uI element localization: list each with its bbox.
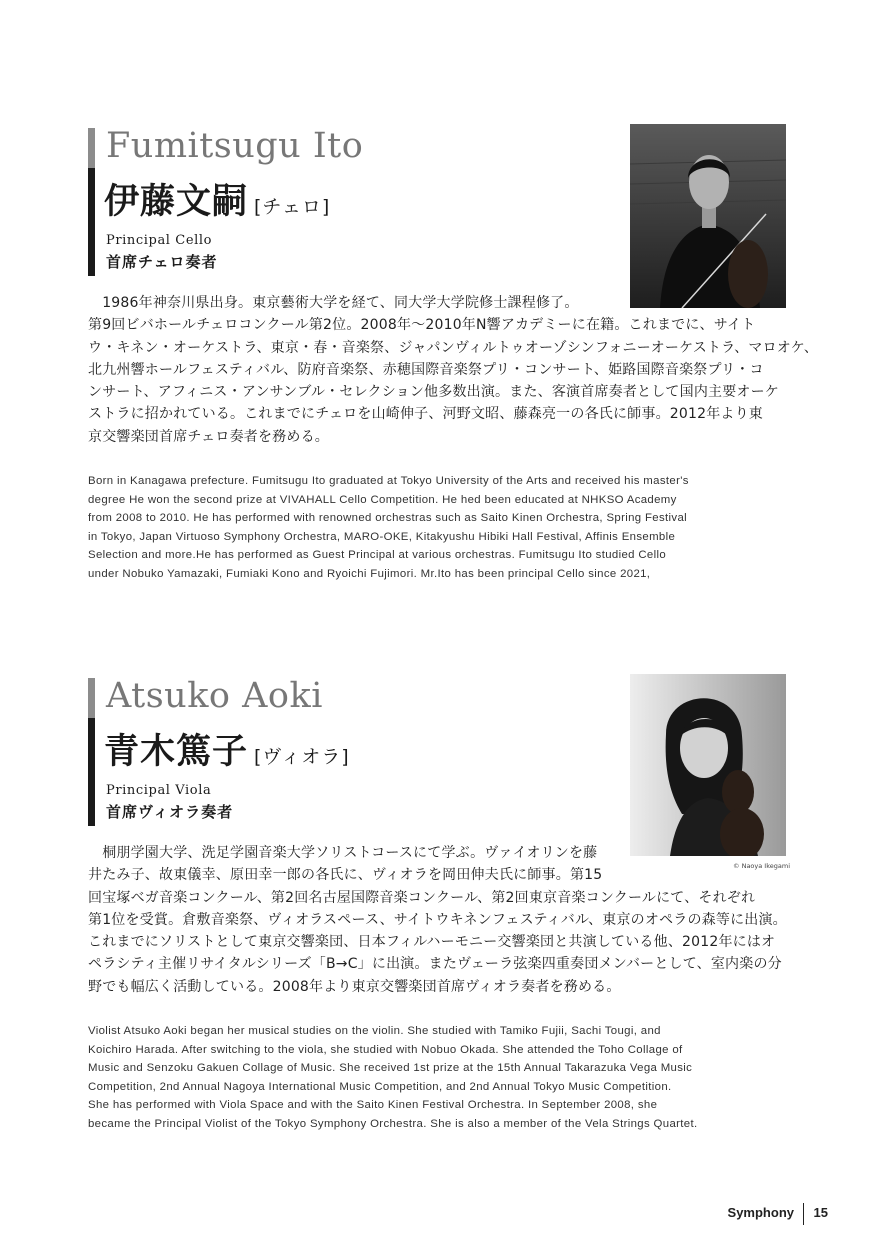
bio-en-line: from 2008 to 2010. He has performed with renowned orchestras such as Saito Kinen Orchestra, Spring Festival xyxy=(88,512,688,525)
profile-atsuko-aoki xyxy=(0,674,875,1144)
profile-fumitsugu-ito xyxy=(0,124,875,594)
bio-jp-line: ウ・キネン・オーケストラ、東京・春・音楽祭、ジャパンヴィルトゥオーゾシンフォニーオーケストラ、マロオケ、 xyxy=(88,339,819,356)
name-kanji: 青木篤子 xyxy=(104,732,249,772)
bio-jp-line: ストラに招かれている。これまでにチェロを山崎伸子、河野文昭、藤森亮一の各氏に師事。2012年より東 xyxy=(88,406,764,423)
position-japanese: 首席ヴィオラ奏者 xyxy=(106,803,234,821)
page-footer xyxy=(700,1203,840,1225)
bio-en-line: in Tokyo, Japan Virtuoso Symphony Orchestra, MARO-OKE, Kitakyushu Hibiki Hall Festival, Affinis Ensemble xyxy=(88,530,676,543)
heading-accent-bar xyxy=(88,128,95,276)
photo-credit: © Naoya Ikegami xyxy=(733,862,790,870)
bio-jp-line: 井たみ子、故東儀幸、原田幸一郎の各氏に、ヴィオラを岡田伸夫氏に師事。第15 xyxy=(88,867,603,884)
heading-accent-bar xyxy=(88,678,95,826)
position-english: Principal Cello xyxy=(106,233,213,248)
bio-en-line: became the Principal Violist of the Tokyo Symphony Orchestra. She is also a member of the Vela Strings Quartet. xyxy=(88,1117,698,1130)
bio-jp-line: 1986年神奈川県出身。東京藝術大学を経て、同大学大学院修士課程修了。 xyxy=(88,295,579,311)
bio-en-line: Koichiro Harada. After switching to the viola, she studied with Nobuo Okada. She attended the Toho Collage of xyxy=(88,1043,683,1056)
portrait-photo xyxy=(630,124,786,308)
biography-english xyxy=(88,1022,788,1134)
footer-divider xyxy=(803,1203,804,1225)
biography-english xyxy=(88,472,788,584)
position-english: Principal Viola xyxy=(106,783,212,798)
instrument-label: [チェロ] xyxy=(254,196,331,218)
bio-jp-line: ペラシティ主催リサイタルシリーズ「B→C」に出演。またヴェーラ弦楽四重奏団メンバーとして、室内楽の分 xyxy=(88,956,782,973)
bio-jp-line: ンサート、アフィニス・アンサンブル・セレクション他多数出演。また、客演首席奏者として国内主要オーケ xyxy=(88,384,780,401)
bio-jp-line: 第9回ビバホールチェロコンクール第2位。2008年〜2010年N響アカデミーに在籍。これまでに、サイト xyxy=(88,317,756,334)
position-japanese: 首席チェロ奏者 xyxy=(106,253,218,271)
name-japanese xyxy=(104,174,330,224)
biography-japanese xyxy=(88,292,819,448)
bio-jp-line: 桐朋学園大学、洗足学園音楽大学ソリストコースにて学ぶ。ヴァイオリンを藤 xyxy=(88,845,598,861)
bio-en-line: Music and Senzoku Gakuen Collage of Music. She received 1st prize at the 15th Annual Takarazuka Vega Music xyxy=(88,1062,693,1075)
bio-en-line: Competition, 2nd Annual Nagoya International Music Competition, and 2nd Annual Tokyo Music Competition. xyxy=(88,1080,672,1093)
name-english: Atsuko Aoki xyxy=(106,676,323,716)
bio-en-line: Violist Atsuko Aoki began her musical studies on the violin. She studied with Tamiko Fujii, Sachi Tougi, and xyxy=(88,1025,661,1037)
bio-jp-line: 第1位を受賞。倉敷音楽祭、ヴィオラスペース、サイトウキネンフェスティバル、東京のオペラの森等に出演。 xyxy=(88,911,787,928)
name-japanese xyxy=(104,724,350,774)
name-english: Fumitsugu Ito xyxy=(106,126,364,166)
bio-jp-line: 野でも幅広く活動している。2008年より東京交響楽団首席ヴィオラ奏者を務める。 xyxy=(88,978,621,995)
biography-japanese xyxy=(88,842,788,998)
bio-en-line: under Nobuko Yamazaki, Fumiaki Kono and Ryoichi Fujimori. Mr.Ito has been principal Cello since 2021, xyxy=(88,567,651,580)
bio-en-line: Born in Kanagawa prefecture. Fumitsugu Ito graduated at Tokyo University of the Arts and received his master's xyxy=(88,475,689,487)
page-number: 15 xyxy=(813,1205,828,1220)
bio-en-line: She has performed with Viola Space and with the Saito Kinen Festival Orchestra. In September 2008, she xyxy=(88,1099,658,1112)
bio-en-line: degree He won the second prize at VIVAHALL Cello Competition. He hed been educated at NHKSO Academy xyxy=(88,493,677,506)
bio-jp-line: 回宝塚ベガ音楽コンクール、第2回名古屋国際音楽コンクール、第2回東京音楽コンクールにて、それぞれ xyxy=(88,889,756,906)
bio-jp-line: 京交響楽団首席チェロ奏者を務める。 xyxy=(88,428,329,445)
instrument-label: [ヴィオラ] xyxy=(254,746,350,768)
name-kanji: 伊藤文嗣 xyxy=(104,182,249,222)
bio-jp-line: これまでにソリストとして東京交響楽団、日本フィルハーモニー交響楽団と共演している他、2012年にはオ xyxy=(88,934,776,951)
magazine-title: Symphony xyxy=(727,1205,794,1220)
portrait-photo xyxy=(630,674,786,856)
bio-jp-line: 北九州響ホールフェスティバル、防府音楽祭、赤穂国際音楽祭プリ・コンサート、姫路国際音楽祭プリ・コ xyxy=(88,361,764,378)
bio-en-line: Selection and more.He has performed as Guest Principal at various orchestras. Fumitsugu Ito studied Cello xyxy=(88,549,667,562)
